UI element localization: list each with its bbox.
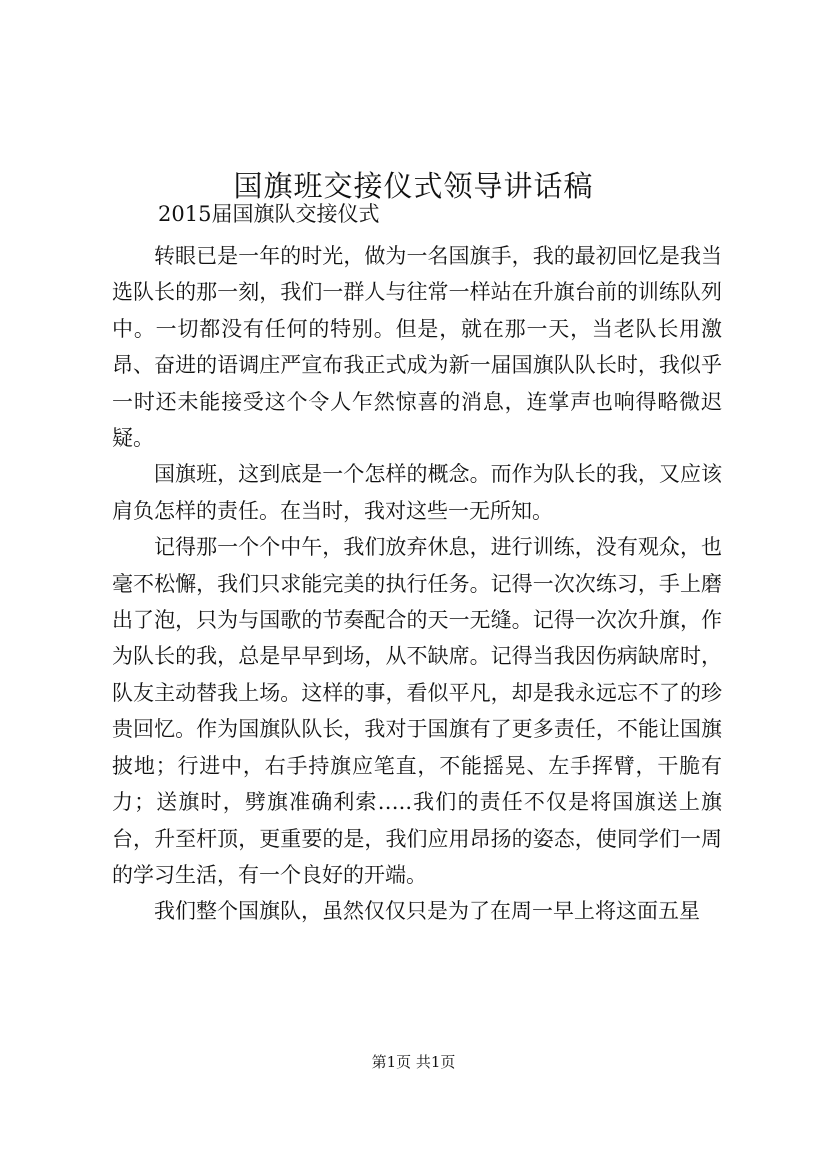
document-title: 国旗班交接仪式领导讲话稿 xyxy=(233,169,594,204)
page-number-footer: 第1页 共1页 xyxy=(371,1053,456,1071)
document-subtitle: 2015届国旗队交接仪式 xyxy=(158,202,380,226)
paragraph: 记得那一个个中午，我们放弃休息，进行训练，没有观众，也毫不松懈，我们只求能完美的执行任务。记得一次次练习，手上磨出了泡，只为与国歌的节奏配合的天一无缝。记得一次次升旗，作为队长的我，总是早早到场，从不缺席。记得当我因伤病缺席时，队友主动替我上场。这样的事，看似平凡，却是我永远忘不了的珍贵回忆。作为国旗队队长，我对于国旗有了更多责任，不能让国旗披地；行进中，右手持旗应笔直，不能摇晃、左手挥臂，干脆有力；送旗时，劈旗准确利索…..我们的责任不仅是将国旗送上旗台，升至杆顶，更重要的是，我们应用昂扬的姿态，使同学们一周的学习生活，有一个良好的开端。 xyxy=(112,535,722,887)
paragraph: 转眼已是一年的时光，做为一名国旗手，我的最初回忆是我当选队长的那一刻，我们一群人与往常一样站在升旗台前的训练队列中。一切都没有任何的特别。但是，就在那一天，当老队长用激昂、奋进的语调庄严宣布我正式成为新一届国旗队队长时，我似乎一时还未能接受这个令人乍然惊喜的消息，连掌声也响得略微迟疑。 xyxy=(112,244,722,451)
document-body xyxy=(112,238,722,930)
paragraph: 国旗班，这到底是一个怎样的概念。而作为队长的我，又应该肩负怎样的责任。在当时，我对这些一无所知。 xyxy=(112,462,722,523)
paragraph: 我们整个国旗队，虽然仅仅只是为了在周一早上将这面五星 xyxy=(154,899,700,924)
